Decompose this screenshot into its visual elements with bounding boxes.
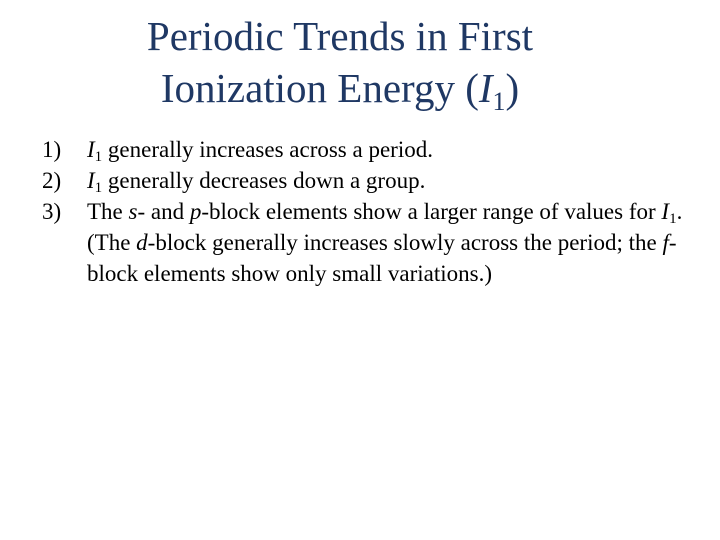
item-text: generally increases across a period. [102, 137, 433, 162]
item-text-part4: . (The [87, 199, 683, 255]
item-subscript: 1 [94, 180, 103, 196]
item-text-part6: -block elements show only small variations.) [87, 230, 677, 286]
item-subscript: 1 [669, 211, 677, 227]
trend-list [42, 134, 702, 289]
d-block-letter: d [136, 230, 148, 255]
slide-title [0, 10, 680, 114]
item-symbol: I [661, 199, 670, 224]
item-text-part2: - and [137, 199, 190, 224]
list-item [42, 165, 702, 196]
title-line-1: Periodic Trends in First [146, 13, 534, 59]
title-close-paren: ) [505, 65, 520, 111]
item-symbol: I [87, 137, 95, 162]
title-symbol: I [478, 65, 493, 111]
p-block-letter: p [189, 199, 202, 224]
item-subscript: 1 [94, 149, 103, 165]
item-text-part1: The [87, 199, 129, 224]
item-symbol: I [87, 168, 95, 193]
title-subscript: 1 [492, 87, 506, 116]
item-number: 1) [42, 137, 62, 162]
title-line-2 [0, 62, 680, 114]
list-item [42, 196, 702, 289]
title-line-2-text: Ionization Energy ( [160, 65, 479, 111]
f-block-letter: f [662, 230, 669, 255]
item-text: generally decreases down a group. [102, 168, 426, 193]
item-number: 3) [42, 199, 62, 224]
list-item [42, 134, 702, 165]
item-text-part5: -block generally increases slowly across the period; the [147, 230, 663, 255]
s-block-letter: s [128, 199, 138, 224]
item-text-part3: -block elements show a larger range of values for [201, 199, 662, 224]
item-number: 2) [42, 168, 62, 193]
